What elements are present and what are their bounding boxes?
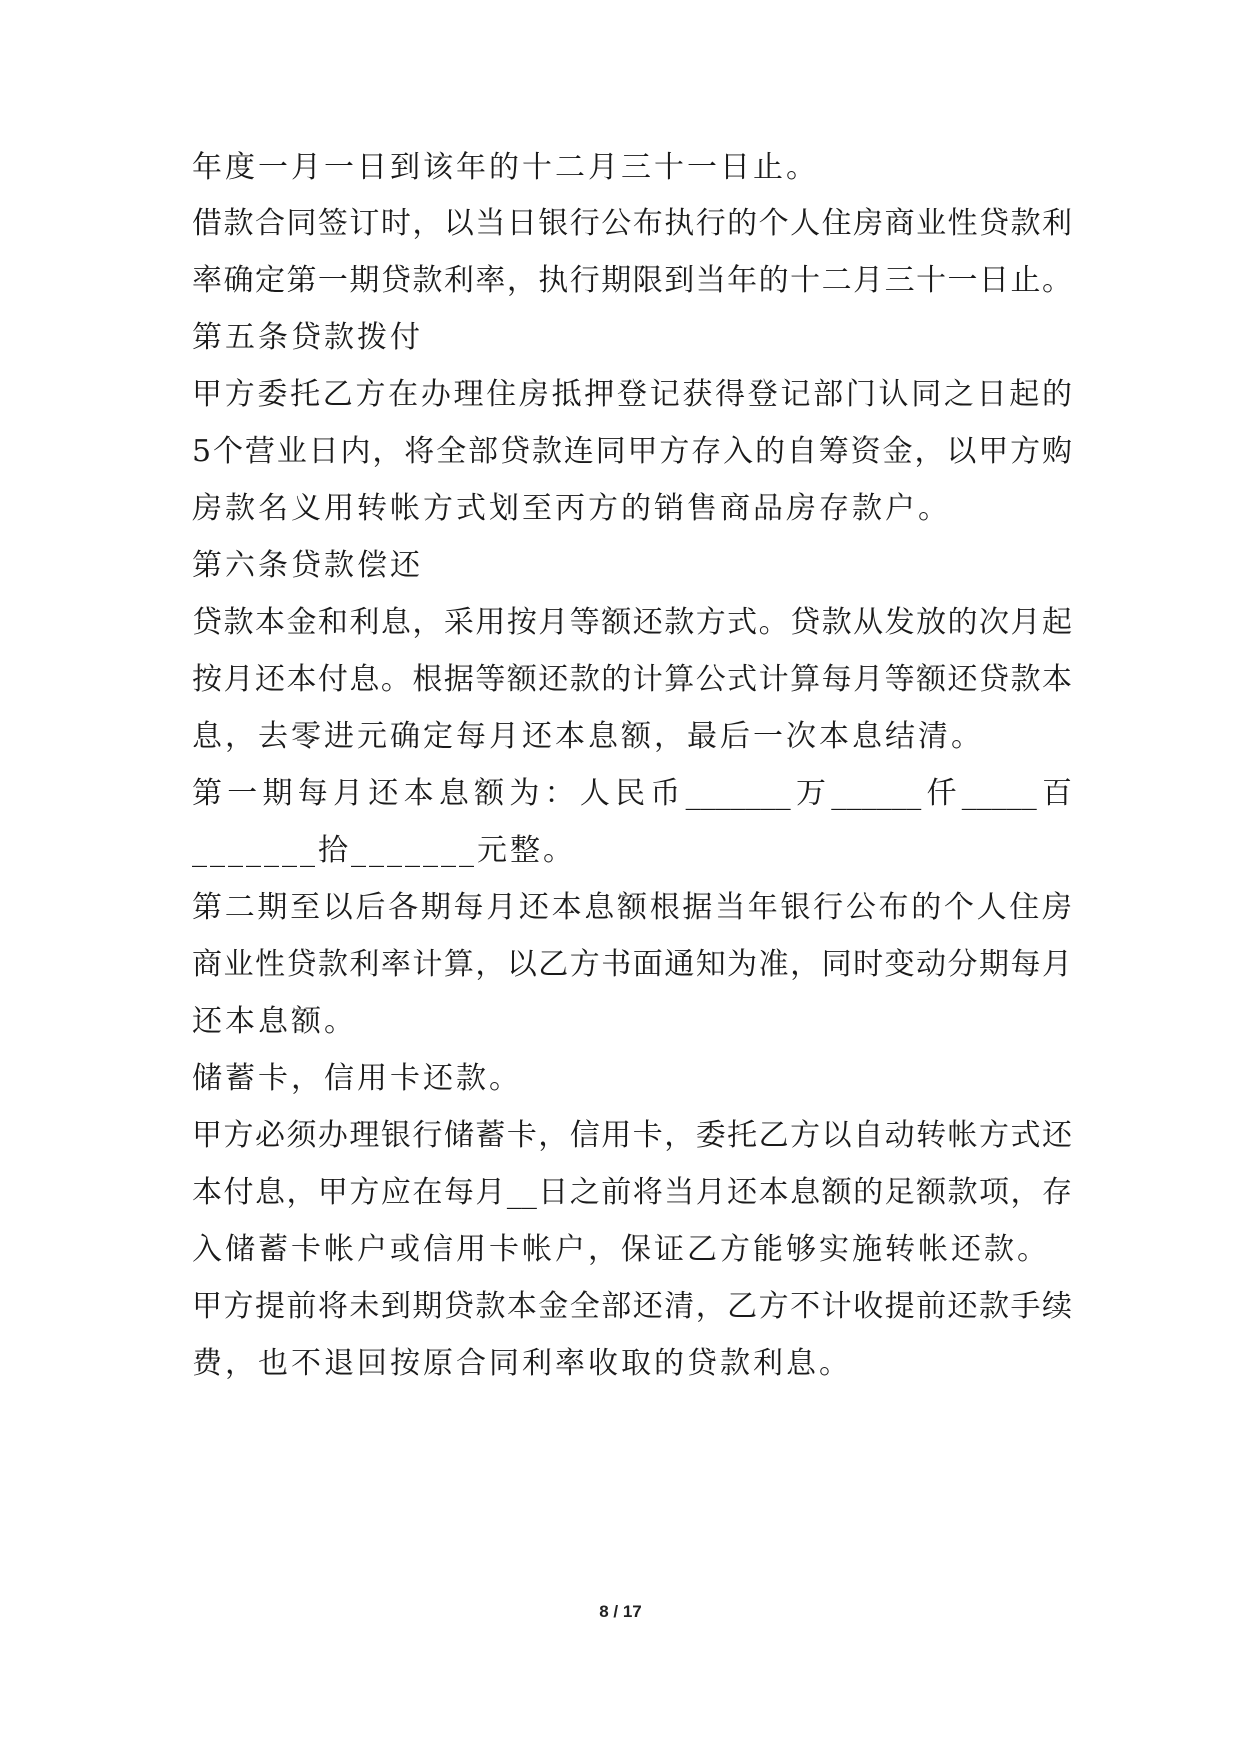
paragraph-line: 贷款本金和利息，采用按月等额还款方式。贷款从发放的次月起 xyxy=(192,605,1072,640)
page-number: 8 / 17 xyxy=(599,1602,642,1621)
paragraph-line: 年度一月一日到该年的十二月三十一日止。 xyxy=(192,150,819,185)
paragraph-line: 借款合同签订时，以当日银行公布执行的个人住房商业性贷款利 xyxy=(192,206,1072,241)
paragraph-line: 甲方必须办理银行储蓄卡，信用卡，委托乙方以自动转帐方式还 xyxy=(192,1118,1072,1153)
paragraph-line: 房款名义用转帐方式划至丙方的销售商品房存款户。 xyxy=(192,491,951,526)
paragraph-line: 5个营业日内，将全部贷款连同甲方存入的自筹资金，以甲方购 xyxy=(192,434,1072,469)
paragraph-line: 储蓄卡，信用卡还款。 xyxy=(192,1061,522,1096)
paragraph-line: 入储蓄卡帐户或信用卡帐户，保证乙方能够实施转帐还款。 xyxy=(192,1232,1050,1267)
paragraph-line: 第二期至以后各期每月还本息额根据当年银行公布的个人住房 xyxy=(192,890,1072,925)
section-heading: 第五条贷款拨付 xyxy=(192,320,423,355)
paragraph-line: 按月还本付息。根据等额还款的计算公式计算每月等额还贷款本 xyxy=(192,662,1072,697)
paragraph-line: 甲方委托乙方在办理住房抵押登记获得登记部门认同之日起的 xyxy=(192,377,1072,412)
paragraph-line: 甲方提前将未到期贷款本金全部还清，乙方不计收提前还款手续 xyxy=(192,1289,1072,1324)
paragraph-line: 率确定第一期贷款利率，执行期限到当年的十二月三十一日止。 xyxy=(192,263,1072,298)
section-heading: 第六条贷款偿还 xyxy=(192,548,423,583)
paragraph-line: 还本息额。 xyxy=(192,1004,357,1039)
paragraph-line: 费，也不退回按原合同利率收取的贷款利息。 xyxy=(192,1346,852,1381)
paragraph-line: 商业性贷款利率计算，以乙方书面通知为准，同时变动分期每月 xyxy=(192,947,1072,982)
paragraph-line: _______拾_______元整。 xyxy=(192,833,576,868)
paragraph-line: 第一期每月还本息额为：人民币_______万______仟_____百 xyxy=(192,776,1072,811)
paragraph-line: 本付息，甲方应在每月__日之前将当月还本息额的足额款项，存 xyxy=(192,1175,1072,1210)
paragraph-line: 息，去零进元确定每月还本息额，最后一次本息结清。 xyxy=(192,719,984,754)
